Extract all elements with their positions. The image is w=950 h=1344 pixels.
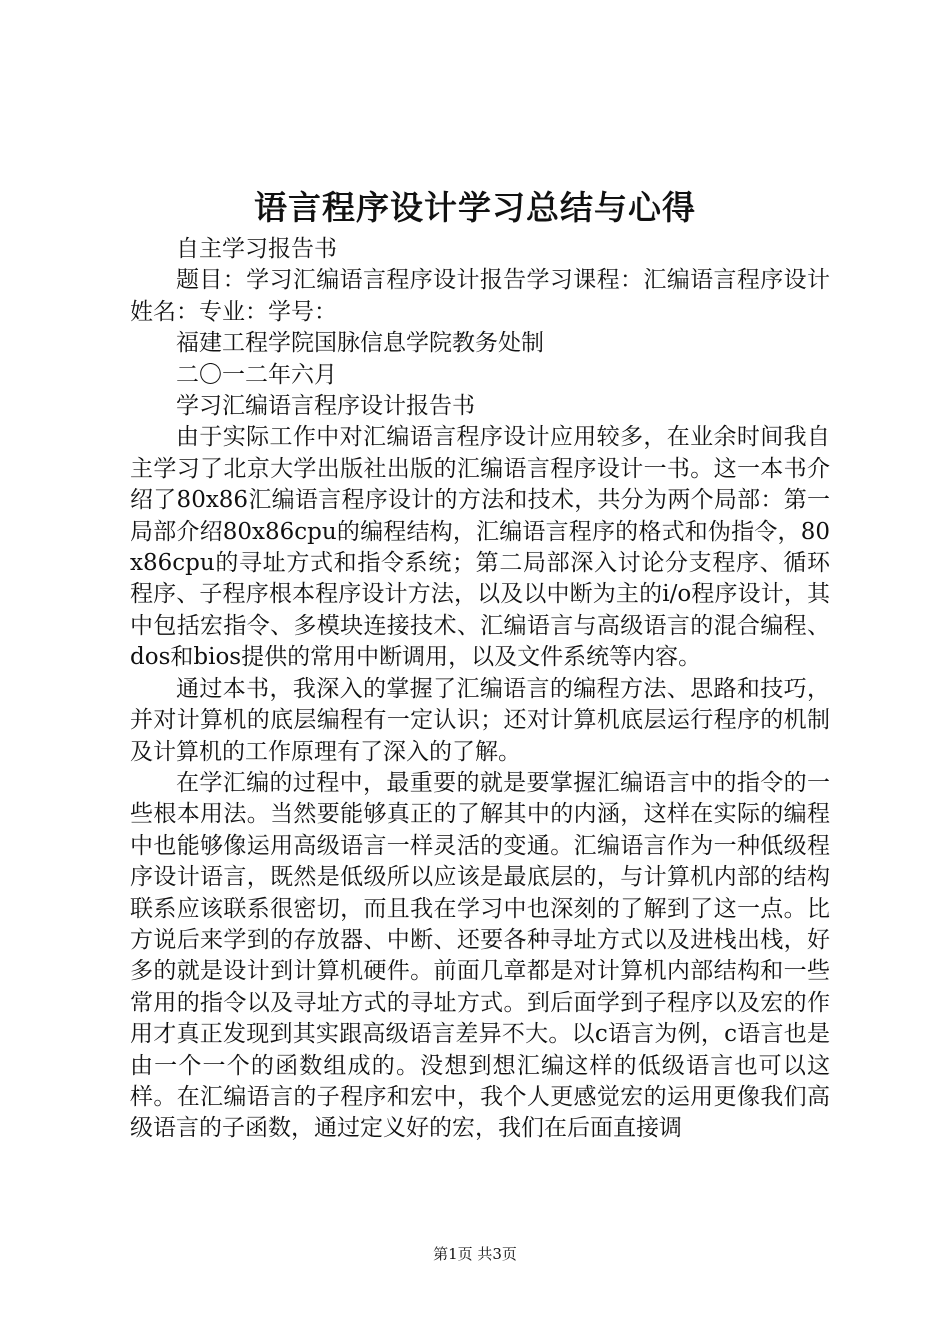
- paragraph-institution: 福建工程学院国脉信息学院教务处制: [176, 330, 544, 357]
- paragraph-process: 在学汇编的过程中，最重要的就是要掌握汇编语言中的指令的一些根本用法。当然要能够真正的了解其中的内涵，这样在实际的编程中也能够像运用高级语言一样灵活的变通。汇编语言作为一种低级程序设计语言，既然是低级所以应该是最底层的，与计算机内部的结构联系应该联系很密切，而且我在学习中也深刻的了解到了这一点。比方说后来学到的存放器、中断、还要各种寻址方式以及进栈出栈，好多的就是设计到计算机硬件。前面几章都是对计算机内部结构和一些常用的指令以及寻址方式的寻址方式。到后面学到子程序以及宏的作用才真正发现到其实跟高级语言差异不大。以c语言为例，c语言也是由一个一个的函数组成的。没想到想汇编这样的低级语言也可以这样。在汇编语言的子程序和宏中，我个人更感觉宏的运用更像我们高级语言的子函数，通过定义好的宏，我们在后面直接调: [130, 769, 830, 1142]
- paragraph-learning: 通过本书，我深入的掌握了汇编语言的编程方法、思路和技巧，并对计算机的底层编程有一定认识；还对计算机底层运行程序的机制及计算机的工作原理有了深入的了解。: [130, 675, 830, 765]
- paragraph-intro: 由于实际工作中对汇编语言程序设计应用较多，在业余时间我自主学习了北京大学出版社出版的汇编语言程序设计一书。这一本书介绍了80x86汇编语言程序设计的方法和技术，共分为两个局部：第一局部介绍80x86cpu的编程结构，汇编语言程序的格式和伪指令，80x86cpu的寻址方式和指令系统；第二局部深入讨论分支程序、循环程序、子程序根本程序设计方法，以及以中断为主的i/o程序设计，其中包括宏指令、多模块连接技术、汇编语言与高级语言的混合编程、dos和bios提供的常用中断调用，以及文件系统等内容。: [130, 424, 830, 671]
- page-footer: 第1页 共3页: [433, 1245, 517, 1263]
- paragraph-report-info: 题目：学习汇编语言程序设计报告学习课程：汇编语言程序设计姓名：专业：学号：: [130, 267, 830, 325]
- paragraph-report-title: 学习汇编语言程序设计报告书: [176, 393, 475, 420]
- paragraph-date: 二〇一二年六月: [176, 361, 337, 388]
- document-body: [130, 234, 830, 1145]
- paragraph-report-label: 自主学习报告书: [176, 236, 337, 262]
- document-title: 语言程序设计学习总结与心得: [254, 188, 696, 227]
